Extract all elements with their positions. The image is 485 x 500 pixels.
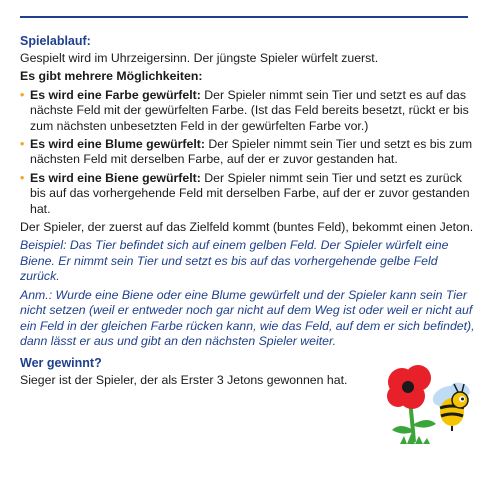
list-item-lead: Es wird eine Blume gewürfelt: [30,137,205,152]
list-item [20,171,475,217]
example-label: Beispiel: [20,238,67,253]
list-item [20,137,475,168]
rules-content [20,33,475,392]
heading-winner: Wer gewinnt? [20,356,102,371]
list-item-lead: Es wird eine Farbe gewürfelt: [30,87,201,102]
example-paragraph [20,238,475,284]
jeton-rule: Der Spieler, der zuerst auf das Zielfeld kommt (buntes Feld), bekommt einen Jeton. [20,220,474,235]
top-rule [20,16,468,18]
note-text: Wurde eine Biene oder eine Blume gewürfelt und der Spieler kann sein Tier nicht setzen (weil er entweder noch gar nicht auf dem Weg ist oder weil er nicht auf ein Feld in der gleichen Farbe rücken kann, wie das Feld, auf dem er sich befindet), dann lässt er aus und gibt an den nächsten Spieler weiter. [20,287,475,348]
list-item [20,88,475,134]
winner-text: Sieger ist der Spieler, der als Erster 3 Jetons gewonnen hat. [20,373,348,388]
bullet-icon: • [20,137,25,152]
heading-spielablauf: Spielablauf: [20,34,91,48]
list-item-text: Der Spieler nimmt sein Tier und setzt es bis zum nächsten Feld mit derselben Farbe, auf der er zuvor gestanden hat. [30,137,473,167]
note-label: Anm.: [20,287,53,302]
possibilities-text: Es gibt mehrere Möglichkeiten: [20,69,203,84]
flower-bee-illustration-icon [380,360,480,450]
example-text: Das Tier befindet sich auf einem gelben Feld. Der Spieler würfelt eine Biene. Er nimmt sein Tier und setzt es bis auf das vorhergehende gelbe Feld zurück. [20,238,449,284]
intro-text: Gespielt wird im Uhrzeigersinn. Der jüngste Spieler würfelt zuerst. [20,51,379,65]
bullet-icon: • [20,87,25,102]
list-item-text: Der Spieler nimmt sein Tier und setzt es auf das nächste Feld mit der gewürfelten Farbe. (Ist das Feld bereits besetzt, rückt er bis zum nächsten unbesetzten Feld in der gewürfelten Farbe vor.) [30,87,469,133]
list-item-text: Der Spieler nimmt sein Tier und setzt es zurück bis auf das vorhergehende Feld mit derselben Farbe, auf der er zuvor gestanden hat. [30,170,470,216]
rules-list [20,88,475,217]
list-item-lead: Es wird eine Biene gewürfelt: [30,170,201,185]
note-paragraph [20,288,475,350]
bullet-icon: • [20,170,25,185]
